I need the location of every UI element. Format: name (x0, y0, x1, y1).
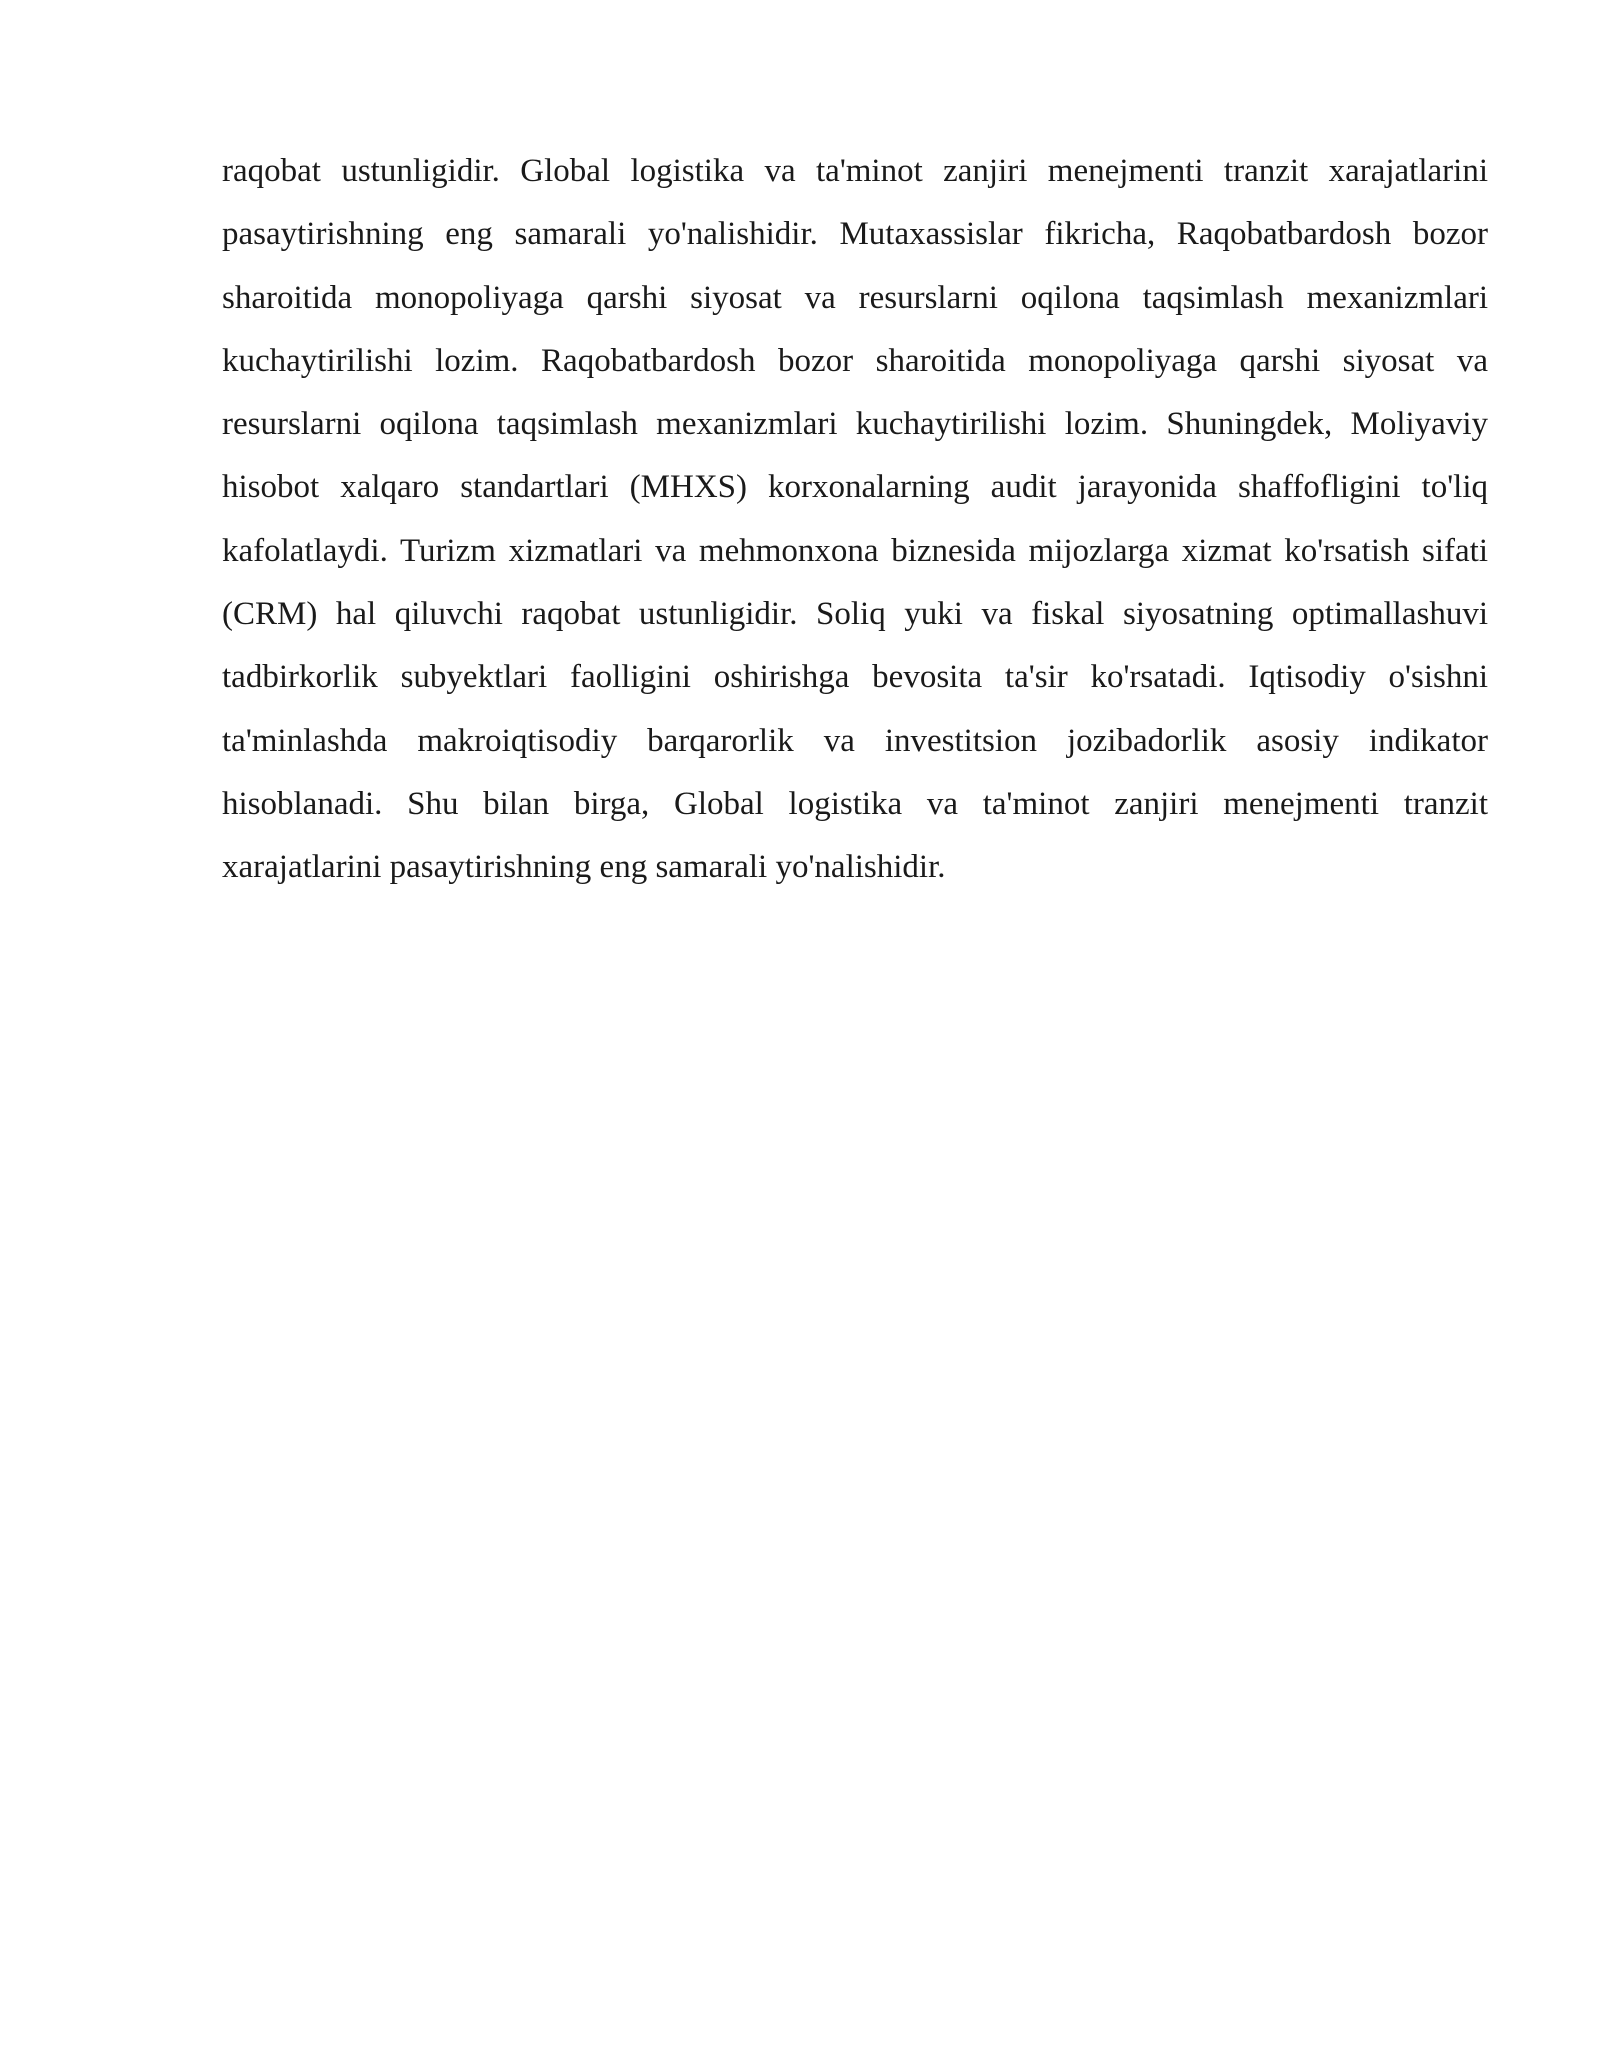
body-paragraph: raqobat ustunligidir. Global logistika va ta'minot zanjiri menejmenti tranzit xarajatlarini pasaytirishning eng samarali yo'nalishidir. Mutaxassislar fikricha, Raqobatbardosh bozor sharoitida monopoliyaga qarshi siyosat va resurslarni oqilona taqsimlash mexanizmlari kuchaytirilishi lozim. Raqobatbardosh bozor sharoitida monopoliyaga qarshi siyosat va resurslarni oqilona taqsimlash mexanizmlari kuchaytirilishi lozim. Shuningdek, Moliyaviy hisobot xalqaro standartlari (MHXS) korxonalarning audit jarayonida shaffofligini to'liq kafolatlaydi. Turizm xizmatlari va mehmonxona biznesida mijozlarga xizmat ko'rsatish sifati (CRM) hal qiluvchi raqobat ustunligidir. Soliq yuki va fiskal siyosatning optimallashuvi tadbirkorlik subyektlari faolligini oshirishga bevosita ta'sir ko'rsatadi. Iqtisodiy o'sishni ta'minlashda makroiqtisodiy barqarorlik va investitsion jozibadorlik asosiy indikator hisoblanadi. Shu bilan birga, Global logistika va ta'minot zanjiri menejmenti tranzit xarajatlarini pasaytirishning eng samarali yo'nalishidir. (222, 153, 1488, 886)
